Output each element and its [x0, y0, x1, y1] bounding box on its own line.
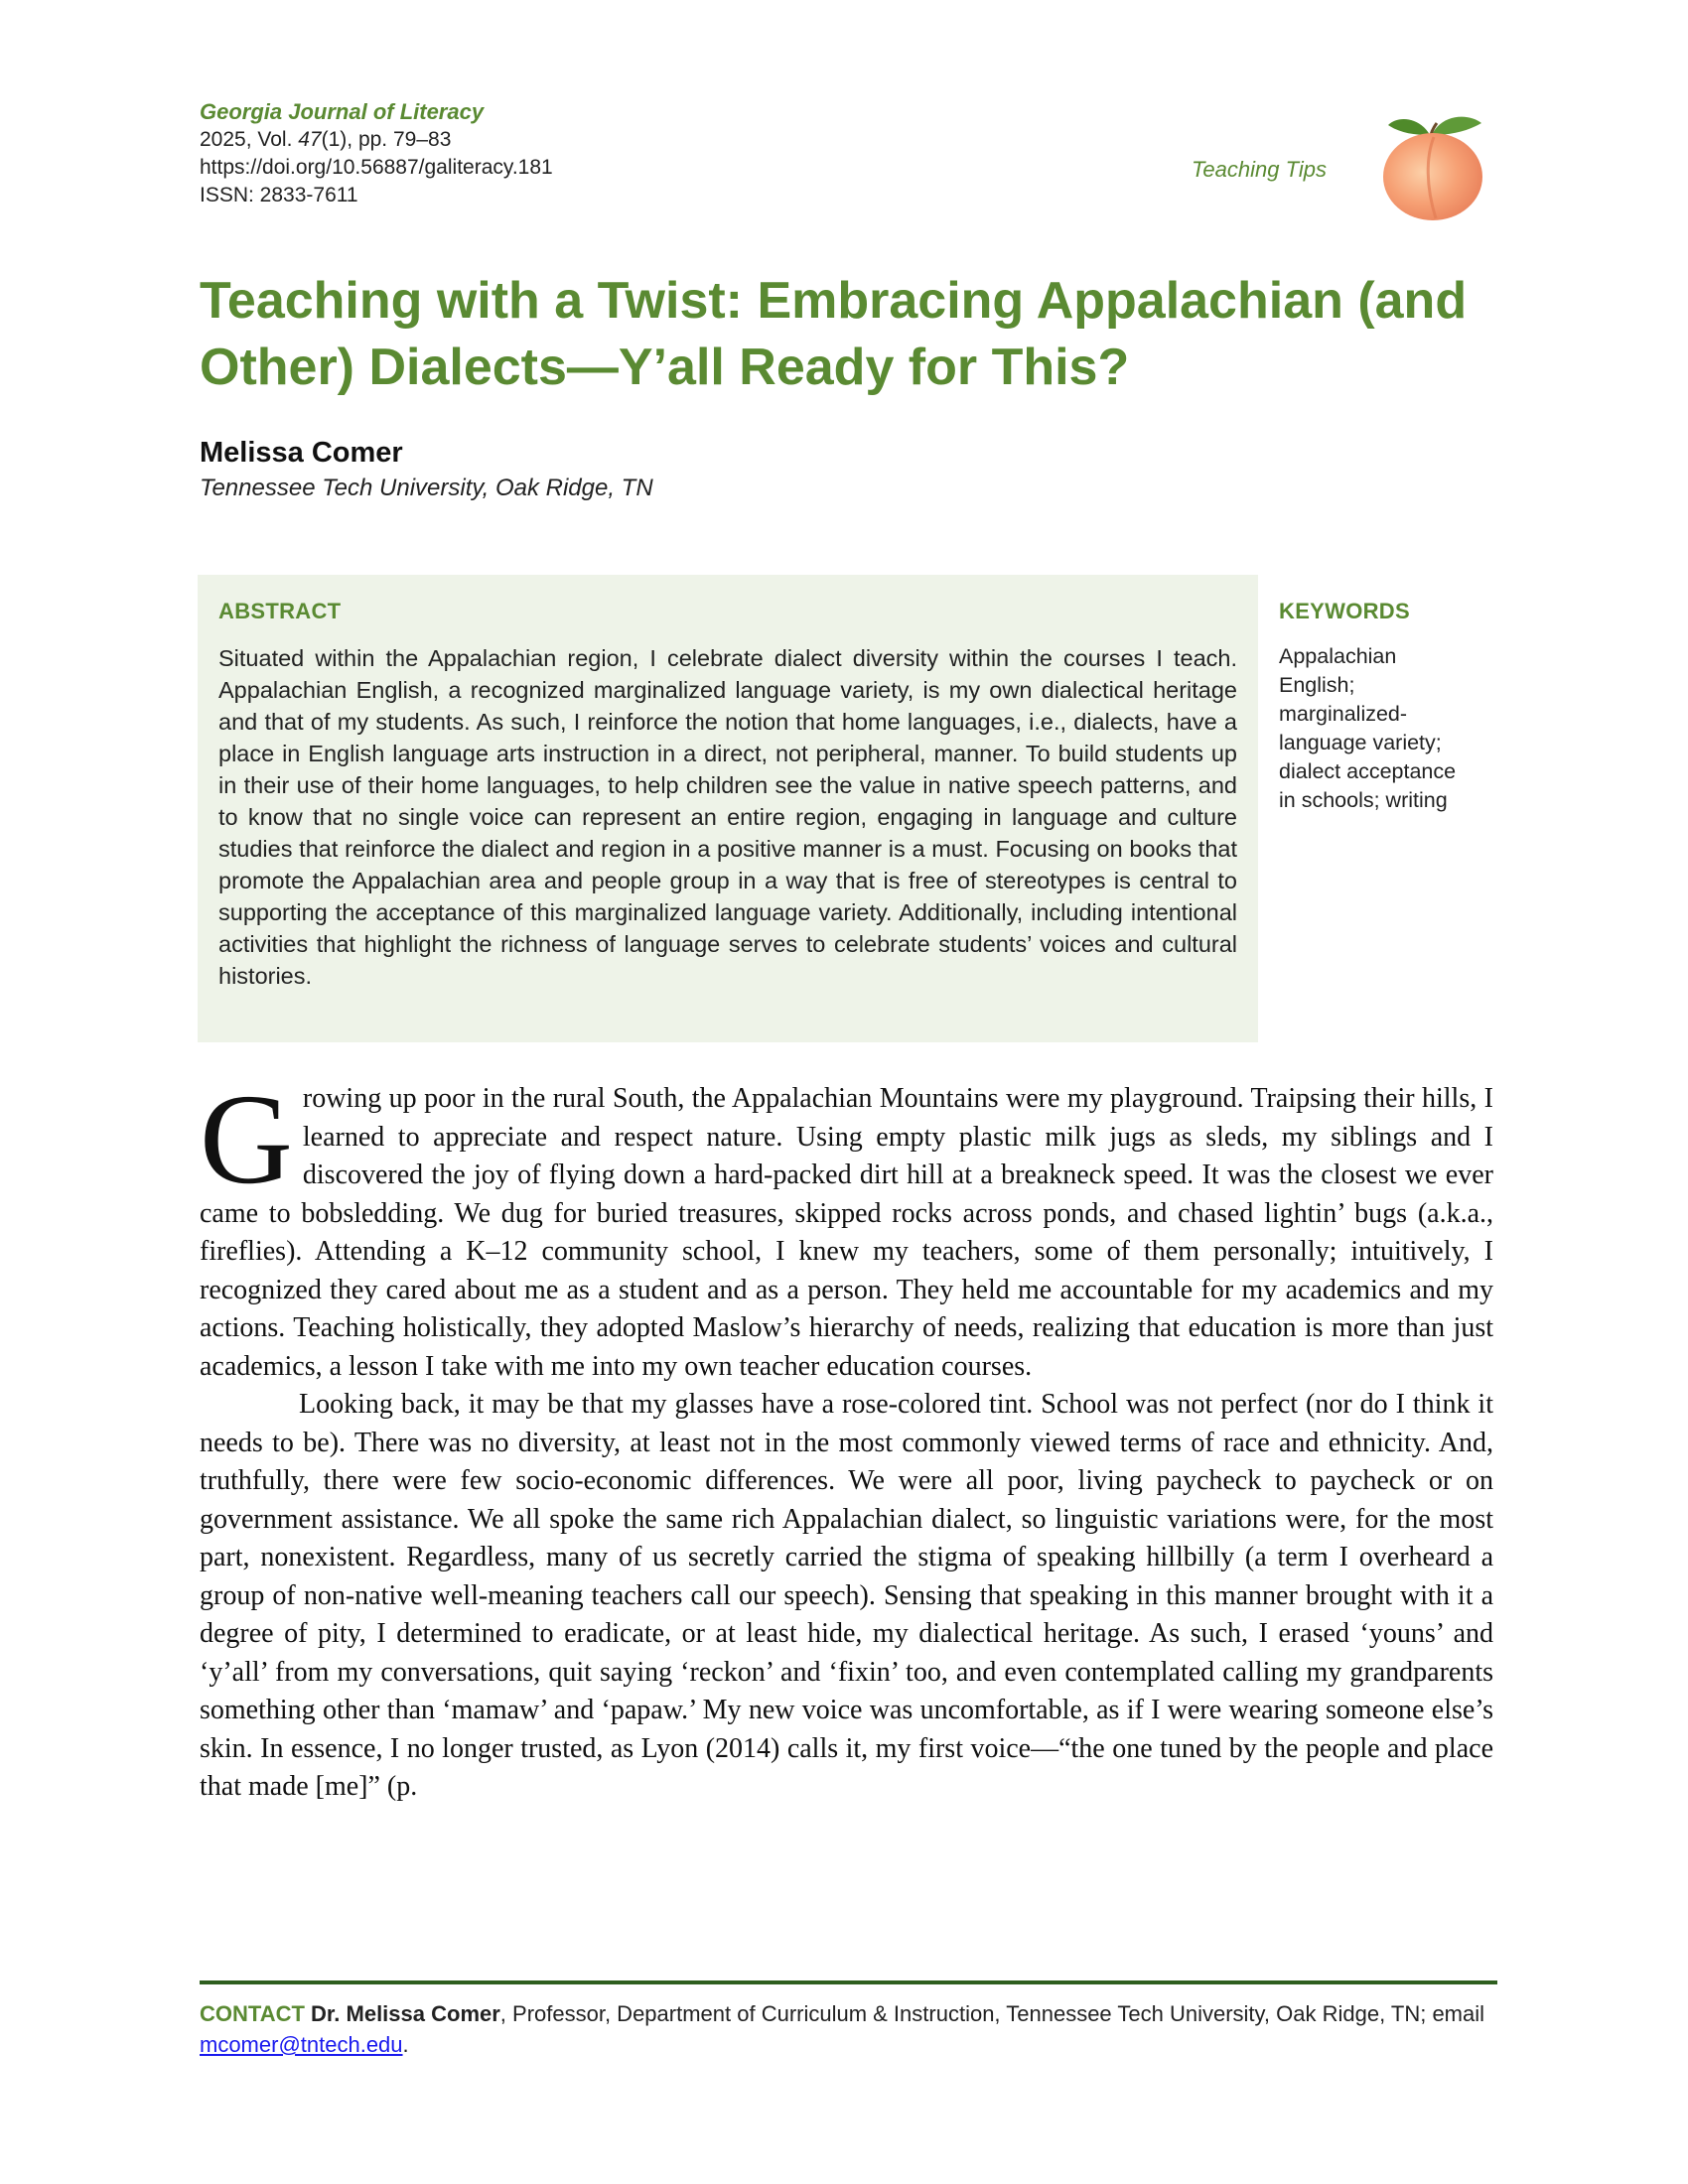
keywords-heading: KEYWORDS	[1279, 599, 1410, 623]
keywords-text: Appalachian English; marginalized-language variety; dialect acceptance in schools; writing	[1279, 644, 1457, 812]
citation-suffix: (1), pp. 79–83	[321, 128, 452, 151]
contact-name: Dr. Melissa Comer	[311, 2001, 500, 2026]
abstract-box	[198, 575, 1258, 1042]
contact-label: CONTACT	[200, 2001, 305, 2026]
keywords-panel	[1279, 599, 1477, 815]
section-label: Teaching Tips	[1192, 157, 1327, 182]
article-body	[200, 1068, 1493, 1807]
drop-cap: G	[200, 1068, 293, 1211]
contact-end: .	[402, 2032, 409, 2057]
contact-details: , Professor, Department of Curriculum & Instruction, Tennessee Tech University, Oak Ridge, TN; email	[499, 2001, 1485, 2026]
volume-number: 47	[298, 128, 322, 151]
citation-line	[200, 126, 1490, 154]
author-affiliation: Tennessee Tech University, Oak Ridge, TN	[200, 475, 653, 501]
email-link[interactable]: mcomer@tntech.edu	[200, 2032, 403, 2057]
article-title: Teaching with a Twist: Embracing Appalachian (and Other) Dialects—Y’all Ready for This?	[200, 272, 1468, 396]
abstract-text: Situated within the Appalachian region, I celebrate dialect diversity within the courses I teach. Appalachian English, a recognized marginalized language variety, is my own dialectical heritage and that of my students. As such, I reinforce the notion that home languages, i.e., dialects, have a place in English language arts instruction in a direct, not peripheral, manner. To build students up in their use of their home languages, to help children see the value in native speech patterns, and to know that no single voice can represent an entire region, engaging in language and culture studies that reinforce the dialect and region in a positive manner is a must. Focusing on books that promote the Appalachian area and people group in a way that is free of stereotypes is central to supporting the acceptance of this marginalized language variety. Additionally, including intentional activities that highlight the richness of language serves to celebrate students’ voices and cultural histories.	[218, 645, 1237, 989]
author-name: Melissa Comer	[200, 437, 403, 469]
footer-divider	[200, 1980, 1497, 1984]
body-paragraph-2: Looking back, it may be that my glasses have a rose-colored tint. School was not perfect (nor do I think it needs to be). There was no diversity, at least not in the most commonly viewed terms of race and ethnicity. And, truthfully, there were few socio-economic differences. We were all poor, living paycheck to paycheck or on government assistance. We all spoke the same rich Appalachian dialect, so linguistic variations were, for the most part, nonexistent. Regardless, many of us secretly carried the stigma of speaking hillbilly (a term I overheard a group of non-native well-meaning teachers call our speech). Sensing that speaking in this manner brought with it a degree of pity, I determined to eradicate, or at least hide, my dialectical heritage. As such, I erased ‘youns’ and ‘y’all’ from my conversations, quit saying ‘reckon’ and ‘fixin’ too, and even contemplated calling my grandparents something other than ‘mamaw’ and ‘papaw.’ My new voice was uncomfortable, as if I were wearing someone else’s skin. In essence, I no longer trusted, as Lyon (2014) calls it, my first voice—“the one tuned by the people and place that made [me]” (p.	[200, 1389, 1493, 1802]
doi-link[interactable]: https://doi.org/10.56887/galiteracy.181	[200, 156, 553, 179]
body-paragraph-1	[200, 1068, 1493, 1386]
paragraph-1-text: rowing up poor in the rural South, the Appalachian Mountains were my playground. Traipsing their hills, I learned to appreciate and respect nature. Using empty plastic milk jugs as sleds, my siblings and I discovered the joy of flying down a hard-packed dirt hill at a breakneck speed. It was the closest we ever came to bobsledding. We dug for buried treasures, skipped rocks across ponds, and chased lightin’ bugs (a.k.a., fireflies). Attending a K–12 community school, I knew my teachers, some of them personally; intuitively, I recognized they cared about me as a student and as a person. They held me accountable for my academics and my actions. Teaching holistically, they adopted Maslow’s hierarchy of needs, realizing that education is more than just academics, a lesson I take with me into my own teacher education courses.	[200, 1083, 1493, 1382]
contact-footer	[200, 1998, 1497, 2060]
journal-name: Georgia Journal of Literacy	[200, 99, 485, 124]
peach-icon	[1374, 107, 1491, 224]
citation-prefix: 2025, Vol.	[200, 128, 299, 151]
abstract-heading: ABSTRACT	[218, 599, 342, 623]
issn: ISSN: 2833-7611	[200, 184, 358, 206]
